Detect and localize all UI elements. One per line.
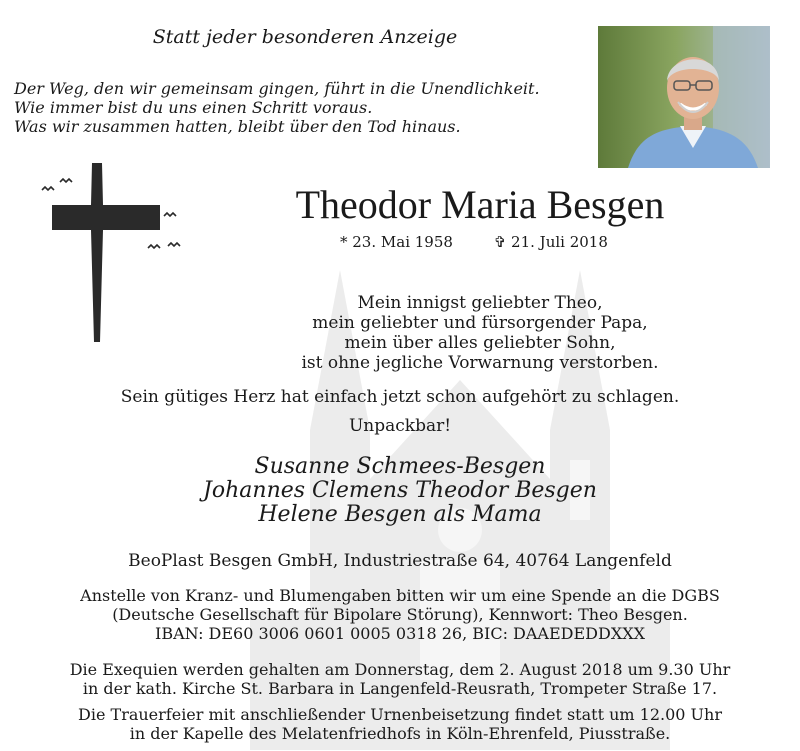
message-line: mein über alles geliebter Sohn, (344, 333, 616, 353)
deceased-name: Theodor Maria Besgen (295, 182, 665, 227)
signer-name: Susanne Schmees-Besgen (254, 454, 546, 479)
signer-name: Helene Besgen als Mama (258, 502, 542, 527)
exequies-notice (0, 660, 800, 698)
birth-date: * 23. Mai 1958 (340, 233, 453, 251)
poem-line: Der Weg, den wir gemeinsam gingen, führt in die Unendlichkeit. (14, 79, 540, 98)
exequies-line: in der kath. Kirche St. Barbara in Langenfeld-Reusrath, Trompeter Straße 17. (82, 679, 718, 698)
exequies-line: Die Exequien werden gehalten am Donnerstag, dem 2. August 2018 um 9.30 Uhr (69, 660, 731, 679)
portrait-photo (598, 26, 770, 168)
funeral-line: Die Trauerfeier mit anschließender Urnenbeisetzung findet statt um 12.00 Uhr (78, 705, 722, 724)
death-date: ✞ 21. Juli 2018 (493, 233, 608, 251)
message-line: mein geliebter und fürsorgender Papa, (312, 313, 648, 333)
tribute-message (200, 293, 760, 373)
cross-with-birds-icon (40, 160, 190, 350)
donation-notice (0, 586, 800, 643)
unpackable-line: Unpackbar! (348, 416, 452, 436)
funeral-notice (0, 705, 800, 743)
poem (14, 79, 540, 136)
headline: Statt jeder besonderen Anzeige (152, 26, 458, 48)
life-dates (340, 233, 608, 251)
company-line: BeoPlast Besgen GmbH, Industriestraße 64, 40764 Langenfeld (128, 551, 672, 571)
signers (0, 455, 800, 527)
donation-line: (Deutsche Gesellschaft für Bipolare Störung), Kennwort: Theo Besgen. (112, 605, 688, 624)
poem-line: Wie immer bist du uns einen Schritt voraus. (14, 98, 373, 117)
message-line: Mein innigst geliebter Theo, (357, 293, 603, 313)
message-line: ist ohne jegliche Vorwarnung verstorben. (301, 353, 659, 373)
poem-line: Was wir zusammen hatten, bleibt über den Tod hinaus. (14, 117, 461, 136)
heart-line: Sein gütiges Herz hat einfach jetzt schon aufgehört zu schlagen. (120, 387, 680, 407)
bank-details: IBAN: DE60 3006 0601 0005 0318 26, BIC: DAAEDEDDXXX (155, 624, 645, 643)
donation-line: Anstelle von Kranz- und Blumengaben bitten wir um eine Spende an die DGBS (80, 586, 720, 605)
signer-name: Johannes Clemens Theodor Besgen (203, 478, 597, 503)
funeral-line: in der Kapelle des Melatenfriedhofs in Köln-Ehrenfeld, Piusstraße. (129, 724, 671, 743)
